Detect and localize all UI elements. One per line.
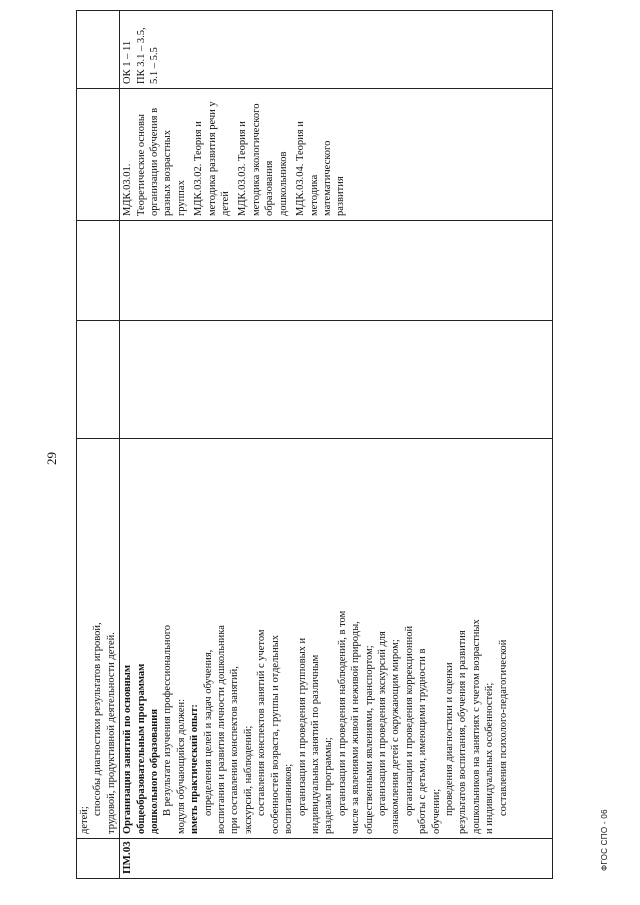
practice-line: воспитания и развития личности дошкольника	[216, 625, 228, 834]
competency-line: ОК 1 – 11	[122, 40, 134, 84]
competency-cell	[120, 11, 553, 89]
mdk-line: образования	[264, 160, 276, 216]
mdk-line: организации обучения в	[149, 107, 161, 216]
practice-line: результатов воспитания, обучения и развития	[457, 630, 469, 834]
mdk-item	[236, 93, 290, 216]
text-line: трудовой, продуктивной деятельности детей.	[105, 632, 117, 834]
mdk-line: Теоретические основы	[135, 114, 147, 216]
mdk-line: МДК.03.03. Теория и	[237, 121, 249, 216]
module-title-line: общеобразовательным программам	[135, 663, 147, 834]
mdk-list	[121, 93, 348, 216]
module-title-line: дошкольного образования	[149, 708, 161, 834]
mdk-item	[294, 93, 348, 216]
table-row-continuation	[77, 11, 120, 879]
mdk-line: МДК.03.02. Теория и	[193, 121, 205, 216]
mdk-item	[192, 93, 232, 216]
practice-list	[202, 443, 510, 834]
practice-line: воспитанников;	[283, 763, 295, 834]
mdk-cell	[120, 89, 553, 221]
mdk-line: МДК.03.01.	[122, 163, 134, 216]
practice-line: проведения диагностики и оценки	[443, 662, 455, 816]
practice-line: определения целей и задач обучения,	[202, 649, 214, 816]
mdk-line: группах	[175, 180, 187, 216]
table-row-pm03	[120, 11, 553, 879]
practice-line: при составлении конспектов занятий,	[229, 666, 241, 834]
practice-line: особенностей возраста, группы и отдельных	[269, 634, 281, 834]
practice-line: числе за явлениями живой и неживой природы,	[350, 621, 362, 834]
content-cell-pm03	[120, 439, 553, 839]
module-code: ПМ.03	[121, 841, 134, 874]
module-code-cell	[120, 839, 553, 879]
hours-cell	[120, 221, 553, 321]
competency-line: ПК 3.1 – 3.5,	[135, 27, 147, 84]
text-line: детей;	[79, 806, 90, 834]
mdk-line: развития	[335, 176, 347, 216]
practice-line: организации и проведения коррекционной	[403, 625, 415, 816]
mdk-line: МДК.03.04. Теория и	[295, 121, 307, 216]
competency-line: 5.1 – 5.5	[149, 47, 161, 84]
mdk-line: методика экологического	[250, 103, 262, 216]
hours-cell	[120, 321, 553, 439]
code-cell-empty	[77, 839, 120, 879]
practice-line: составления психолого-педагогической	[497, 639, 509, 816]
page-number: 29	[44, 452, 59, 465]
mdk-line: методика	[308, 174, 320, 216]
mdk-line: детей	[220, 191, 232, 216]
content-cell-continuation	[77, 439, 120, 839]
module-title-line: Организация занятий по основным	[122, 664, 134, 834]
practice-line: разделам программы;	[323, 737, 335, 834]
text-line: способы диагностики результатов игровой,	[92, 622, 104, 816]
practice-line: организации и проведения наблюдений, в том	[336, 610, 348, 816]
footer-code: ФГОС СПО - 06	[600, 809, 609, 871]
practice-line: дошкольников на занятиях с учетом возрастных	[470, 619, 482, 834]
practice-line: обучении;	[430, 788, 442, 834]
practice-line: работы с детьми, имеющими трудности в	[417, 648, 429, 834]
practice-line: экскурсий, наблюдений;	[242, 725, 254, 834]
competency-cell	[77, 11, 120, 89]
intro-line: модуля обучающийся должен:	[175, 698, 187, 834]
practice-line: организации и проведения экскурсий для	[376, 631, 388, 816]
curriculum-table	[76, 10, 553, 879]
mdk-line: дошкольников	[277, 151, 289, 216]
hours-cell	[77, 221, 120, 321]
mdk-cell	[77, 89, 120, 221]
practice-line: и индивидуальных особенностей;	[484, 682, 496, 834]
practice-heading: иметь практический опыт:	[189, 704, 201, 834]
mdk-line: математического	[321, 140, 333, 216]
mdk-item	[121, 93, 188, 216]
mdk-line: методика развития речи у	[206, 101, 218, 216]
mdk-line: разных возрастных	[162, 130, 174, 216]
practice-line: ознакомления детей с окружающим миром;	[390, 639, 402, 834]
practice-line: организации и проведения групповых и	[296, 637, 308, 816]
practice-line: составления конспектов занятий с учетом	[256, 629, 268, 816]
hours-cell	[77, 321, 120, 439]
practice-line: общественными явлениями, транспортом;	[363, 645, 375, 834]
intro-line: В результате изучения профессионального	[162, 624, 174, 816]
practice-line: индивидуальных занятий по различным	[309, 654, 321, 834]
